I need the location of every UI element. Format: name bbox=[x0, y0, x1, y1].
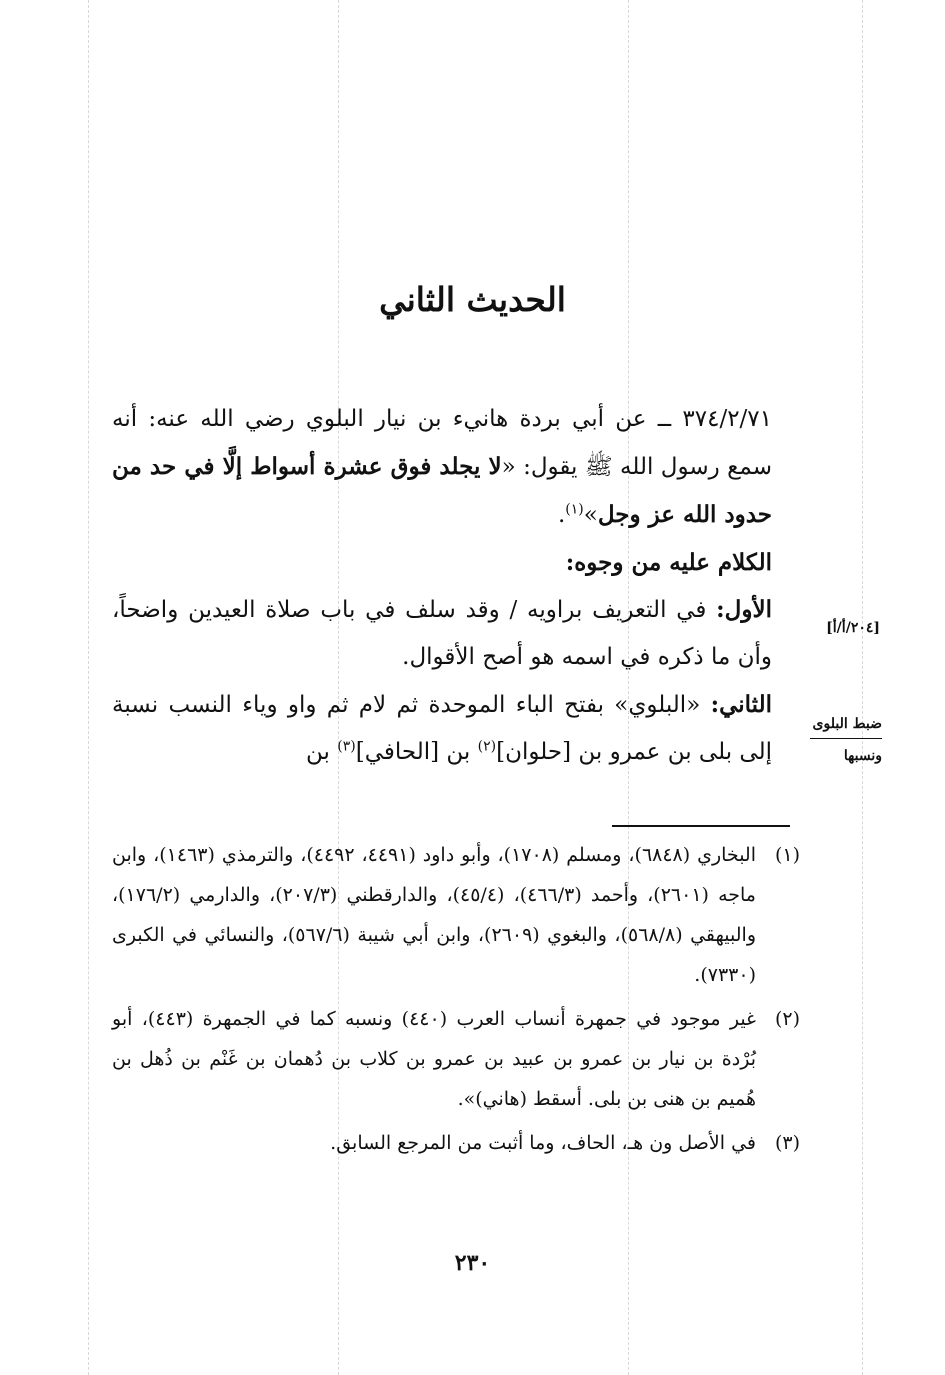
footnote-number: (١) bbox=[774, 844, 800, 866]
first-aspect bbox=[112, 586, 790, 681]
footnote-ref-1[interactable]: (١) bbox=[565, 501, 584, 518]
first-aspect-label: الأول: bbox=[716, 596, 772, 623]
hadith-end: . bbox=[557, 502, 566, 528]
first-aspect-text: في التعريف براويه / وقد سلف في باب صلاة العيدين واضحاً، وأن ما ذكره في اسمه هو أصح الأقوال. bbox=[112, 597, 772, 670]
footnote-item bbox=[112, 835, 800, 995]
footnote-text: البخاري (٦٨٤٨)، ومسلم (١٧٠٨)، وأبو داود (٤٤٩١، ٤٤٩٢)، والترمذي (١٤٦٣)، وابن ماجه (٢٦٠١)، وأحمد (٤٦٦/٣)، (٤٥/٤)، والدارقطني (٢٠٧/٣)، والدارمي (١٧٦/٢)، والبيهقي (٥٦٨/٨)، والبغوي (٢٦٠٩)، وابن أبي شيبة (٥٦٧/٦)، والنسائي في الكبرى (٧٣٣٠). bbox=[112, 844, 756, 986]
scan-guide-line bbox=[862, 0, 863, 1375]
second-aspect-text-b: بن [الحافي] bbox=[355, 739, 478, 765]
scan-guide-line bbox=[88, 0, 89, 1375]
hadith-intro: عن أبي بردة هانيء بن نيار البلوي رضي الله عنه: أنه سمع رسول الله ﷺ يقول: « bbox=[112, 406, 772, 480]
footnote-text: في الأصل ون هـ، الحاف، وما أثبت من المرجع السابق. bbox=[330, 1132, 756, 1154]
main-text bbox=[112, 396, 790, 776]
footnote-item bbox=[112, 999, 800, 1119]
side-heading-line1: ضبط البلوى bbox=[810, 714, 882, 739]
second-aspect bbox=[112, 681, 790, 776]
footnotes bbox=[112, 835, 800, 1167]
footnote-ref-2[interactable]: (٢) bbox=[477, 738, 497, 755]
hadith-paragraph bbox=[112, 396, 790, 539]
second-aspect-text: «البلوي» بفتح الباء الموحدة ثم لام ثم واو وياء النسب نسبة إلى بلى بن عمرو بن [حلوان] bbox=[112, 692, 772, 765]
hadith-quote-close: » bbox=[583, 502, 598, 528]
hadith-quote: لا يجلد فوق عشرة أسواط إلَّا في حد من حدود الله عز وجل bbox=[112, 453, 772, 528]
second-aspect-label: الثاني: bbox=[710, 691, 772, 718]
manuscript-folio-ref: [٢٠٤/أ/أ] bbox=[826, 620, 880, 636]
page-title: الحديث الثاني bbox=[379, 280, 566, 319]
footnote-item bbox=[112, 1123, 800, 1163]
footnote-text: غير موجود في جمهرة أنساب العرب (٤٤٠) ونسبه كما في الجمهرة (٤٤٣)، أبو بُرْدة بن نيار بن عمرو بن عبيد بن عمرو بن كلاب بن دُهمان بن غَنْم بن ذُهل بن هُميم بن هنى بن بلى. أسقط (هاني)». bbox=[112, 1008, 756, 1110]
hadith-number: ٣٧٤/٢/٧١ bbox=[682, 406, 773, 432]
side-heading-line2: ونسبها bbox=[843, 748, 882, 764]
hadith-dash: ــ bbox=[657, 406, 672, 432]
footnote-number: (٢) bbox=[774, 1008, 800, 1030]
footnote-separator bbox=[612, 825, 790, 827]
footnote-ref-3[interactable]: (٣) bbox=[337, 738, 356, 755]
footnote-number: (٣) bbox=[774, 1132, 800, 1154]
second-aspect-text-c: بن bbox=[306, 739, 338, 765]
page-number: ٢٣٠ bbox=[454, 1250, 491, 1276]
aspects-heading: الكلام عليه من وجوه: bbox=[565, 549, 772, 576]
